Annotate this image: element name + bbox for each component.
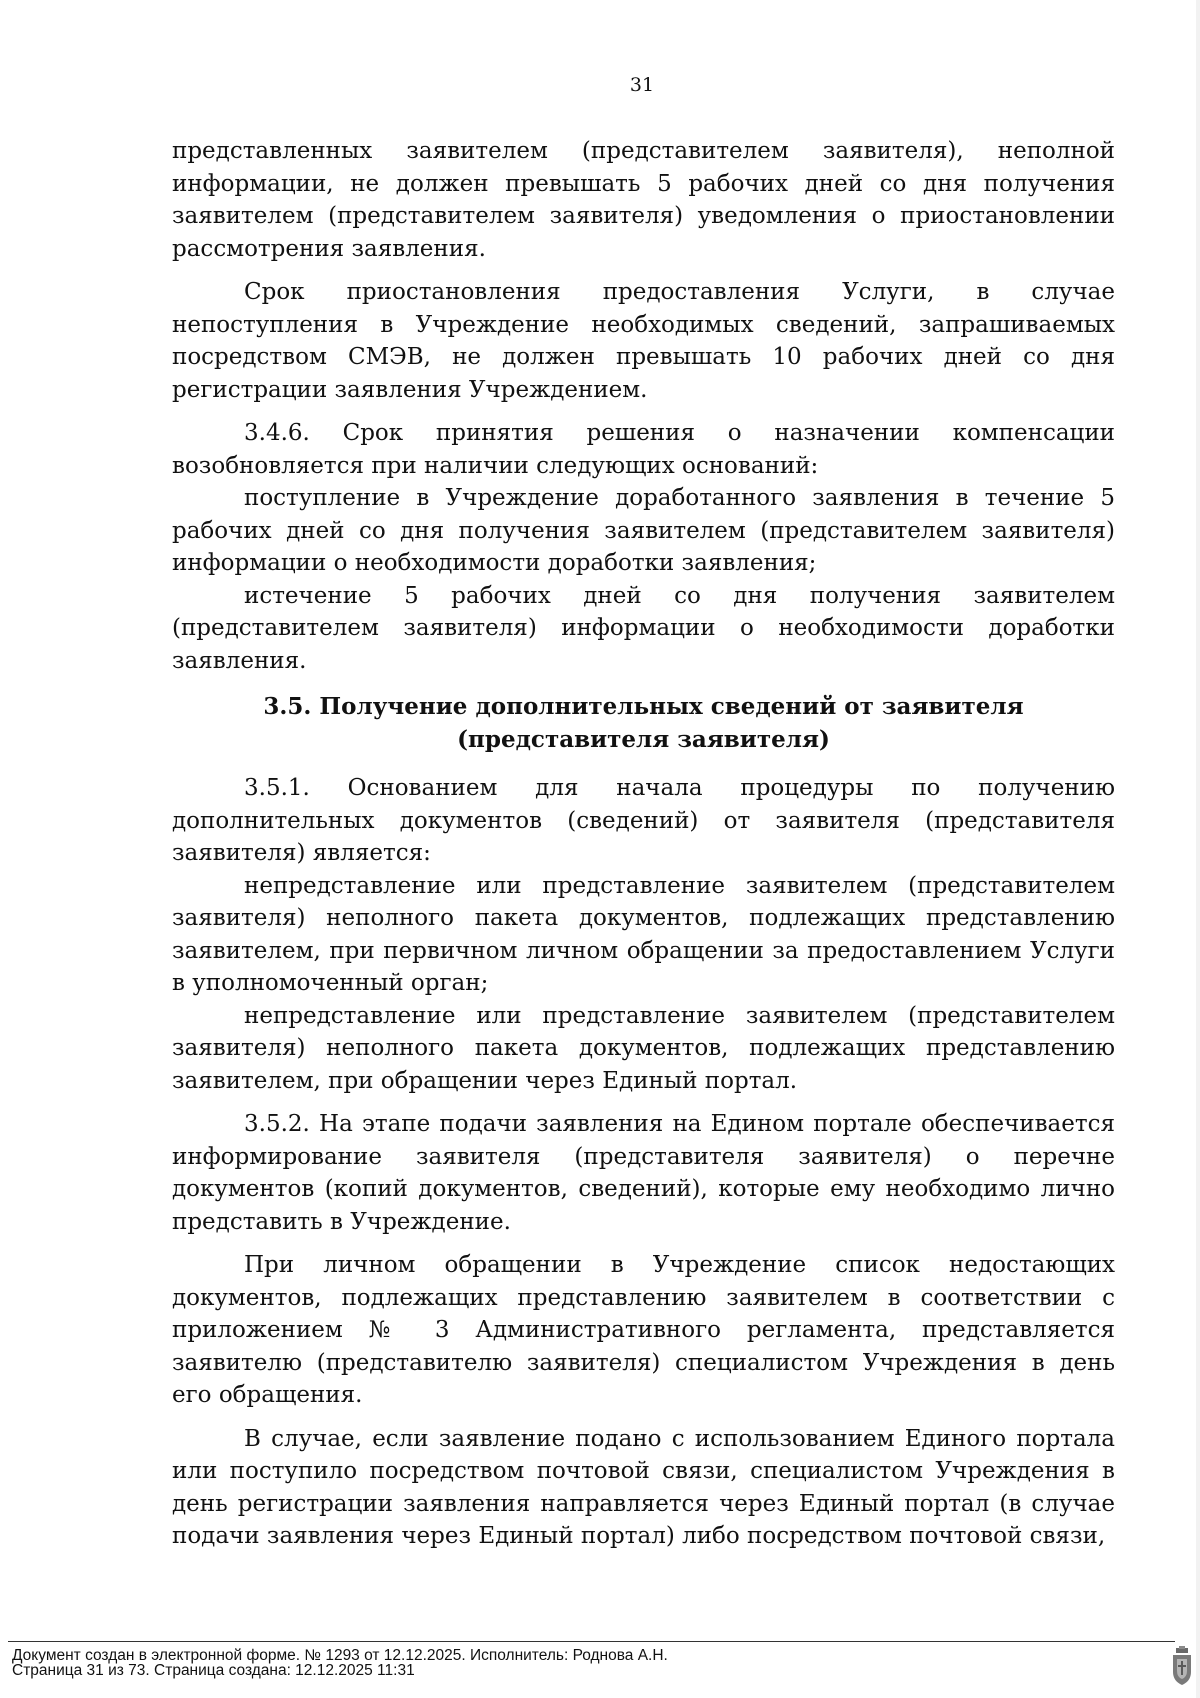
- paragraph-personal-appeal: непредставление или представление заявителем (представителем заявителя) неполного пакета документов, подлежащих представлению заявителем, при первичном личном обращении за предоставлением Услуги в уполномоченный орган;: [172, 872, 1115, 996]
- page-number: 31: [629, 74, 655, 96]
- paragraph-3-5-1: 3.5.1. Основанием для начала процедуры по получению дополнительных документов (сведений) от заявителя (представителя заявителя) является:: [172, 775, 1115, 866]
- footer-divider: [8, 1641, 1175, 1642]
- coat-of-arms-icon: [1170, 1646, 1194, 1686]
- paragraph-3-5-2: 3.5.2. На этапе подачи заявления на Едином портале обеспечивается информирование заявителя (представителя заявителя) о перечне документов (копий документов, сведений), которые ему необходимо лично представить в Учреждение.: [172, 1111, 1115, 1235]
- paragraph-personal-list: При личном обращении в Учреждение список недостающих документов, подлежащих представлению заявителем в соответствии с приложением № 3 Административного регламента, представляется заявителю (представителю заявителя) специалистом Учреждения в день его обращения.: [172, 1252, 1115, 1408]
- paragraph-portal-or-mail: В случае, если заявление подано с использованием Единого портала или поступило посредством почтовой связи, специалистом Учреждения в день регистрации заявления направляется через Единый портал (в случае подачи заявления через Единый портал) либо посредством почтовой связи,: [172, 1425, 1115, 1549]
- paragraph-continuation: представленных заявителем (представителем заявителя), неполной информации, не должен превышать 5 рабочих дней со дня получения заявителем (представителем заявителя) уведомления о приостановлении рассмотрения заявления.: [172, 138, 1115, 262]
- footer-document-info: Документ создан в электронной форме. № 1293 от 12.12.2025. Исполнитель: Роднова А.Н.: [12, 1647, 668, 1664]
- paragraph-ground-receipt: поступление в Учреждение доработанного заявления в течение 5 рабочих дней со дня получения заявителем (представителем заявителя) информации о необходимости доработки заявления;: [172, 485, 1115, 576]
- paragraph-portal-appeal: непредставление или представление заявителем (представителем заявителя) неполного пакета документов, подлежащих представлению заявителем, при обращении через Единый портал.: [172, 1002, 1115, 1094]
- footer: [12, 1648, 668, 1678]
- paragraph-3-4-6: 3.4.6. Срок принятия решения о назначении компенсации возобновляется при наличии следующих оснований:: [172, 420, 1115, 479]
- paragraph-suspension-term: Срок приостановления предоставления Услуги, в случае непоступления в Учреждение необходимых сведений, запрашиваемых посредством СМЭВ, не должен превышать 10 рабочих дней со дня регистрации заявления Учреждением.: [172, 279, 1115, 403]
- paragraph-ground-expiry: истечение 5 рабочих дней со дня получения заявителем (представителем заявителя) информации о необходимости доработки заявления.: [172, 582, 1115, 674]
- section-heading-3-5: 3.5. Получение дополнительных сведений от заявителя (представителя заявителя): [263, 693, 1024, 753]
- document-body: [172, 135, 1115, 1553]
- page-edge: [1196, 0, 1200, 1698]
- footer-page-info: Страница 31 из 73. Страница создана: 12.12.2025 11:31: [12, 1662, 415, 1679]
